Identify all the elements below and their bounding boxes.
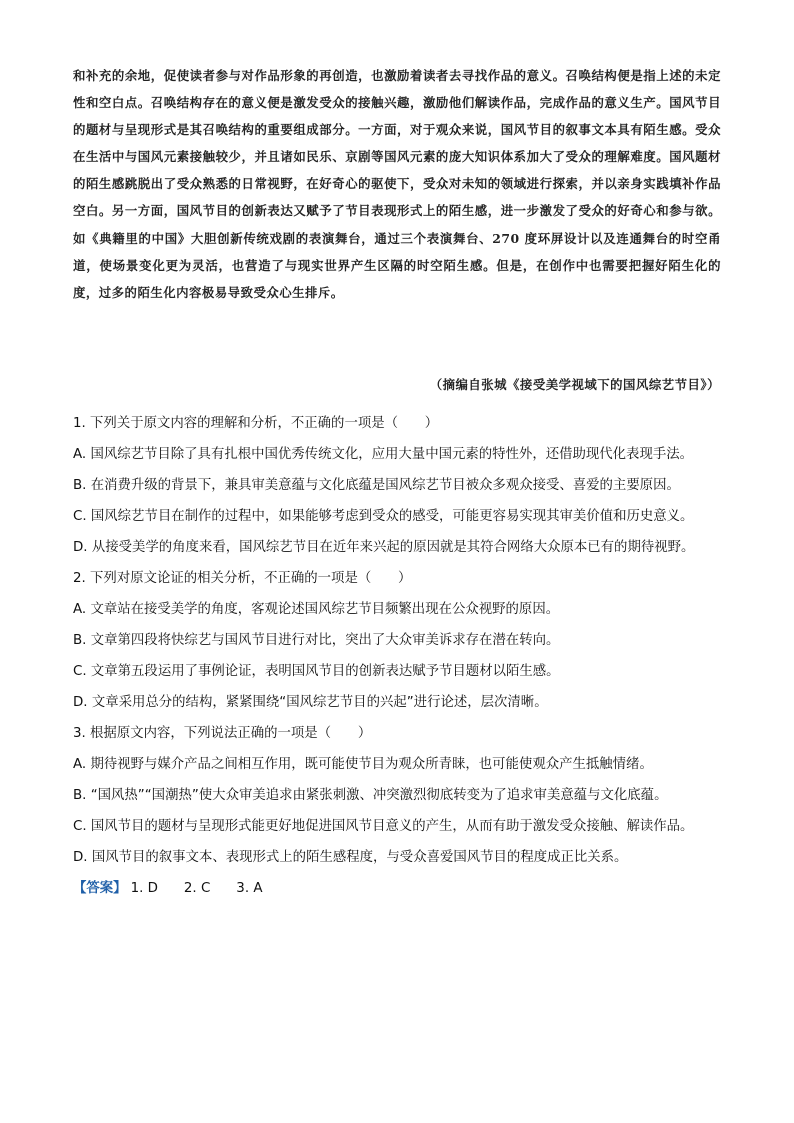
option-a: A. 文章站在接受美学的角度，客观论述国风综艺节目频繁出现在公众视野的原因。 <box>73 602 560 617</box>
question-3 <box>73 718 721 873</box>
answer-item: 3. A <box>236 881 263 896</box>
option-a: A. 国风综艺节目除了具有扎根中国优秀传统文化，应用大量中国元素的特性外，还借助现代化表现手法。 <box>73 447 694 462</box>
question-1 <box>73 408 721 563</box>
option-b: B. “国风热”“国潮热”使大众审美追求由紧张刺激、冲突激烈彻底转变为了追求审美意蕴与文化底蕴。 <box>73 788 668 803</box>
passage-text: 和补充的余地，促使读者参与对作品形象的再创造，也激励着读者去寻找作品的意义。召唤结构便是指上述的未定性和空白点。召唤结构存在的意义便是激发受众的接触兴趣，激励他们解读作品，完成作品的意义生产。国风节目的题材与呈现形式是其召唤结构的重要组成部分。一方面，对于观众来说，国风节目的叙事文本具有陌生感。受众在生活中与国风元素接触较少，并且诸如民乐、京剧等国风元素的庞大知识体系加大了受众的理解难度。国风题材的陌生感跳脱出了受众熟悉的日常视野，在好奇心的驱使下，受众对未知的领域进行探索，并以亲身实践填补作品空白。另一方面，国风节目的创新表达又赋予了节目表现形式上的陌生感，进一步激发了受众的好奇心和参与欲。如《典籍里的中国》大胆创新传统戏剧的表演舞台，通过三个表演舞台、270 度环屏设计以及连通舞台的时空甬道，使场景变化更为灵活，也营造了与现实世界产生区隔的时空陌生感。但是，在创作中也需要把握好陌生化的度，过多的陌生化内容极易导致受众心生排斥。 <box>73 68 721 300</box>
answer-item: 1. D <box>130 881 158 896</box>
answer-line <box>73 873 721 904</box>
option-a: A. 期待视野与媒介产品之间相互作用，既可能使节目为观众所青睐，也可能使观众产生抵触情绪。 <box>73 757 653 772</box>
option-c: C. 国风综艺节目在制作的过程中，如果能够考虑到受众的感受，可能更容易实现其审美价值和历史意义。 <box>73 509 694 524</box>
question-section <box>73 408 721 904</box>
question-stem: 3. 根据原文内容，下列说法正确的一项是（ ） <box>73 726 372 741</box>
answer-label: 【答案】 <box>73 881 127 896</box>
option-b: B. 文章第四段将快综艺与国风节目进行对比，突出了大众审美诉求存在潜在转向。 <box>73 633 560 648</box>
question-stem: 1. 下列关于原文内容的理解和分析，不正确的一项是（ ） <box>73 416 439 431</box>
option-b: B. 在消费升级的背景下，兼具审美意蕴与文化底蕴是国风综艺节目被众多观众接受、喜爱的主要原因。 <box>73 478 680 493</box>
option-c: C. 文章第五段运用了事例论证，表明国风节目的创新表达赋予节目题材以陌生感。 <box>73 664 560 679</box>
question-2 <box>73 563 721 718</box>
passage-source: （摘编自张城《接受美学视域下的国风综艺节目》） <box>429 377 720 392</box>
option-d: D. 从接受美学的角度来看，国风综艺节目在近年来兴起的原因就是其符合网络大众原本已有的期待视野。 <box>73 540 695 555</box>
option-c: C. 国风节目的题材与呈现形式能更好地促进国风节目意义的产生，从而有助于激发受众接触、解读作品。 <box>73 819 694 834</box>
option-d: D. 国风节目的叙事文本、表现形式上的陌生感程度，与受众喜爱国风节目的程度成正比关系。 <box>73 850 628 865</box>
question-stem: 2. 下列对原文论证的相关分析，不正确的一项是（ ） <box>73 571 412 586</box>
option-d: D. 文章采用总分的结构，紧紧围绕“国风综艺节目的兴起”进行论述，层次清晰。 <box>73 695 548 710</box>
answer-item: 2. C <box>183 881 211 896</box>
